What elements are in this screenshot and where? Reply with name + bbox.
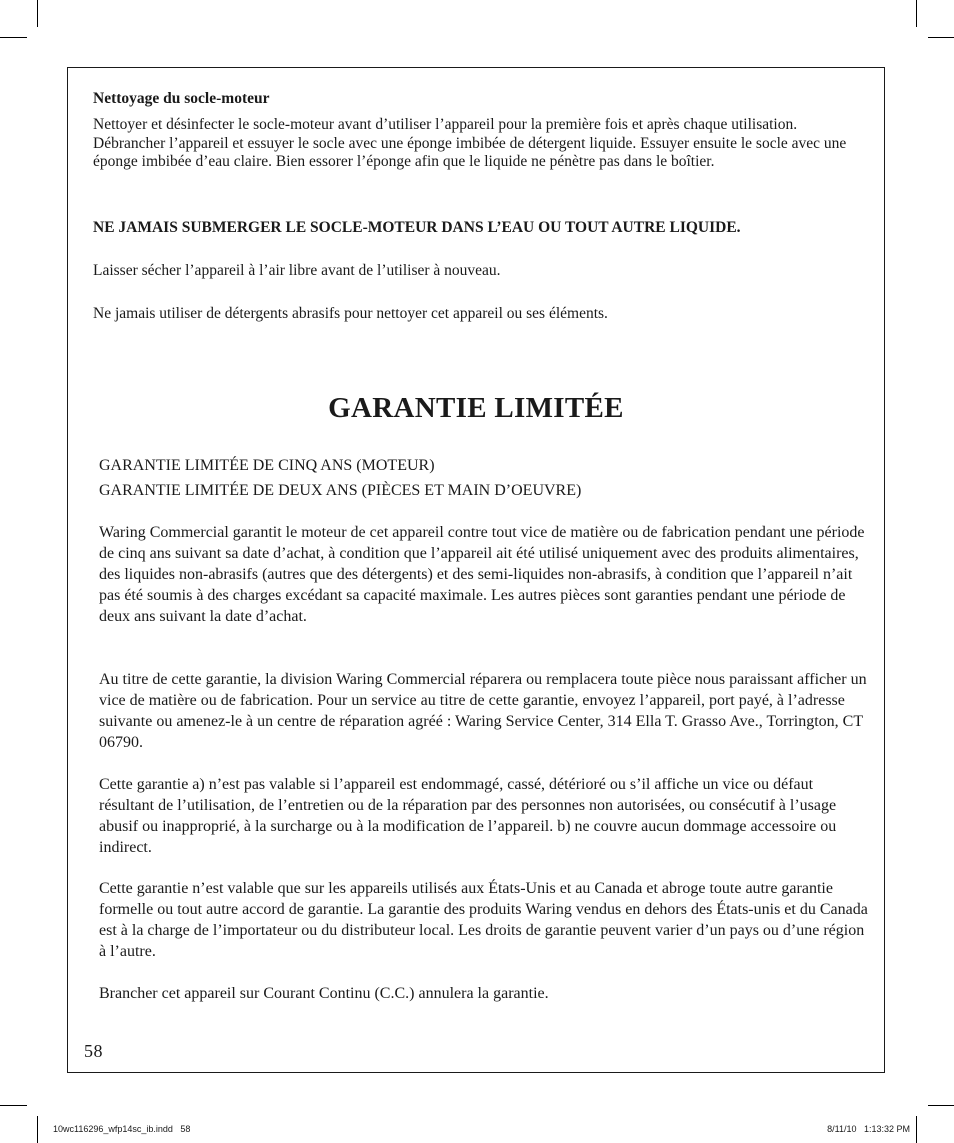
crop-mark-bottom-left-vertical	[37, 1116, 38, 1143]
crop-mark-top-right-horizontal	[928, 37, 954, 38]
cleaning-paragraph: Nettoyer et désinfecter le socle-moteur avant d’utiliser l’appareil pour la première fois et après chaque utilisation. Débrancher l’appareil et essuyer le socle avec une éponge imbibée de détergent liquide. Essuyer ensuite le socle avec une éponge imbibée d’eau claire. Bien essorer l’éponge afin que le liquide ne pénètre pas dans le boîtier.	[93, 116, 847, 170]
timestamp-slug: 8/11/10 1:13:32 PM	[827, 1124, 910, 1134]
warranty-title: GARANTIE LIMITÉE	[328, 392, 624, 424]
warranty-paragraph-dc-power: Brancher cet appareil sur Courant Continu (C.C.) annulera la garantie.	[99, 985, 549, 1002]
page-number: 58	[84, 1041, 103, 1061]
cleaning-heading: Nettoyage du socle-moteur	[93, 90, 270, 107]
crop-mark-top-right-vertical	[916, 0, 917, 27]
crop-mark-bottom-right-vertical	[916, 1116, 917, 1143]
abrasive-note: Ne jamais utiliser de détergents abrasifs pour nettoyer cet appareil ou ses éléments.	[93, 305, 608, 322]
warranty-subtitle-motor: GARANTIE LIMITÉE DE CINQ ANS (MOTEUR)	[99, 457, 435, 474]
crop-mark-bottom-left-horizontal	[0, 1105, 27, 1106]
warranty-paragraph-territory: Cette garantie n’est valable que sur les appareils utilisés aux États-Unis et au Canada et abroge toute autre garantie formelle ou tout autre accord de garantie. La garantie des produits Waring vendus en dehors des États-unis et du Canada est à la charge de l’importateur ou du distributeur local. Les droits de garantie peuvent varier d’un pays ou d’une région à l’autre.	[99, 880, 868, 960]
warranty-paragraph-exclusions: Cette garantie a) n’est pas valable si l’appareil est endommagé, cassé, détérioré ou s’il affiche un vice ou défaut résultant de l’utilisation, de l’entretien ou de la réparation par des personnes non autorisées, ou consécutif à l’usage abusif ou inapproprié, à la surcharge ou à la modification de l’appareil. b) ne couvre aucun dommage accessoire ou indirect.	[99, 776, 837, 856]
crop-mark-top-left-horizontal	[0, 37, 27, 38]
dry-note: Laisser sécher l’appareil à l’air libre avant de l’utiliser à nouveau.	[93, 262, 501, 279]
warranty-paragraph-service: Au titre de cette garantie, la division Waring Commercial réparera ou remplacera toute pièce nous paraissant afficher un vice de matière ou de fabrication. Pour un service au titre de cette garantie, envoyez l’appareil, port payé, à l’adresse suivante ou amenez-le à un centre de réparation agréé : Waring Service Center, 314 Ella T. Grasso Ave., Torrington, CT 06790.	[99, 671, 867, 751]
crop-mark-top-left-vertical	[37, 0, 38, 27]
warranty-paragraph-coverage: Waring Commercial garantit le moteur de cet appareil contre tout vice de matière ou de fabrication pendant une période de cinq ans suivant sa date d’achat, à condition que l’appareil ait été utilisé uniquement avec des produits alimentaires, des liquides non-abrasifs (autres que des détergents) et des semi-liquides non-abrasifs, à condition que l’appareil n’ait pas été soumis à des charges excédant sa capacité maximale. Les autres pièces sont garanties pendant une période de deux ans suivant la date d’achat.	[99, 524, 865, 625]
crop-mark-bottom-right-horizontal	[928, 1105, 954, 1106]
cleaning-warning: NE JAMAIS SUBMERGER LE SOCLE-MOTEUR DANS L’EAU OU TOUT AUTRE LIQUIDE.	[93, 219, 741, 236]
warranty-subtitle-parts: GARANTIE LIMITÉE DE DEUX ANS (PIÈCES ET MAIN D’OEUVRE)	[99, 482, 582, 499]
file-name-slug: 10wc116296_wfp14sc_ib.indd 58	[53, 1124, 191, 1134]
